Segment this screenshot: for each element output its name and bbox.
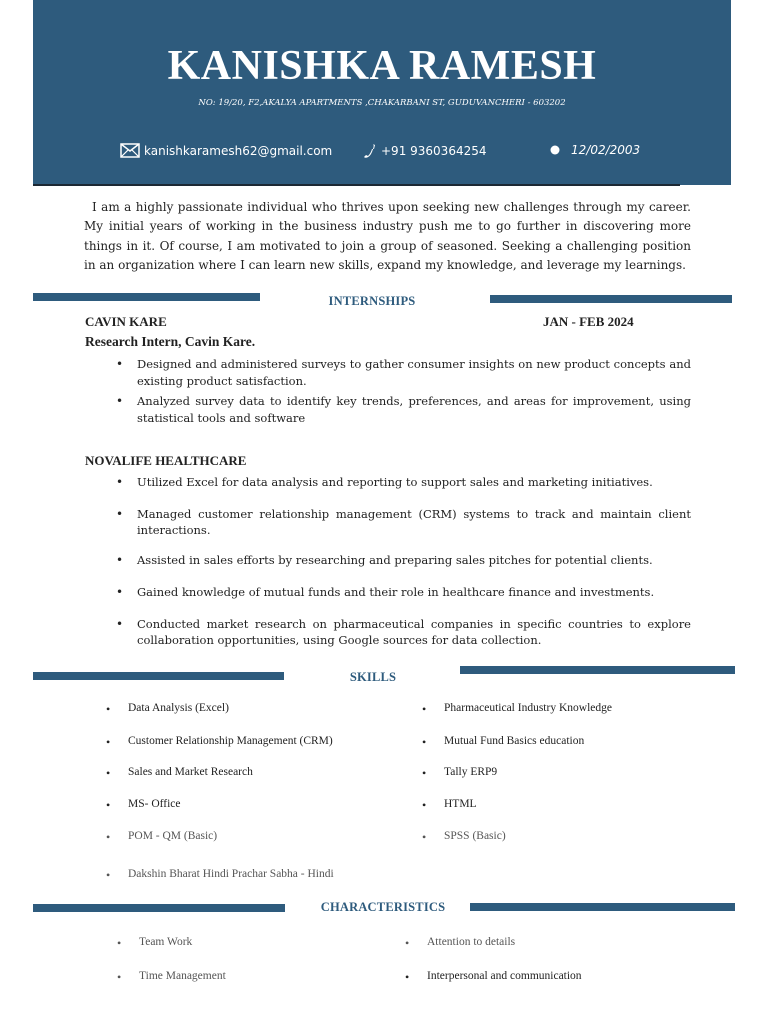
characteristics-bar-left <box>33 904 285 912</box>
skill-item: • Dakshin Bharat Hindi Prachar Sabha - Hindi <box>106 868 334 882</box>
list-item: • Assisted in sales efforts by researching and preparing sales pitches for potential clients. <box>114 552 691 569</box>
dob-text: 12/02/2003 <box>571 143 641 157</box>
envelope-icon <box>120 143 140 158</box>
email-contact[interactable] <box>120 143 332 158</box>
header-rule <box>33 184 680 186</box>
skill-item: • Customer Relationship Management (CRM) <box>106 735 333 749</box>
skill-item: • POM - QM (Basic) <box>106 830 218 844</box>
dot-icon <box>549 144 565 156</box>
cavin-dates: JAN - FEB 2024 <box>543 314 634 329</box>
candidate-name: KANISHKA RAMESH <box>167 43 597 89</box>
email-text: kanishkaramesh62@gmail.com <box>144 143 333 158</box>
characteristic-item: • Interpersonal and communication <box>405 970 582 984</box>
characteristic-item: • Team Work <box>117 936 193 950</box>
characteristic-item: • Attention to details <box>405 936 516 950</box>
skill-item: • Sales and Market Research <box>106 766 253 780</box>
dob-contact <box>549 143 640 157</box>
phone-contact[interactable] <box>363 143 487 159</box>
list-item: • Gained knowledge of mutual funds and their role in healthcare finance and investments. <box>114 584 691 601</box>
skills-bar-right <box>460 666 735 674</box>
skill-item: • Pharmaceutical Industry Knowledge <box>422 702 612 716</box>
skill-item: • Mutual Fund Basics education <box>422 735 585 749</box>
cavin-role: Research Intern, Cavin Kare. <box>85 334 256 349</box>
cavin-org: CAVIN KARE <box>85 314 167 329</box>
internships-bar-right <box>490 295 732 303</box>
characteristics-heading: CHARACTERISTICS <box>320 900 446 914</box>
internships-bar-left <box>33 293 260 301</box>
skill-item: • Tally ERP9 <box>422 766 498 780</box>
skill-item: • HTML <box>422 798 477 812</box>
skill-item: • MS- Office <box>106 798 181 812</box>
internships-heading: INTERNSHIPS <box>328 294 416 308</box>
skill-item: • Data Analysis (Excel) <box>106 702 229 716</box>
skill-item: • SPSS (Basic) <box>422 830 506 844</box>
list-item: • Utilized Excel for data analysis and reporting to support sales and marketing initiatives. <box>114 474 691 491</box>
skills-heading: SKILLS <box>349 670 397 684</box>
phone-icon <box>363 143 377 159</box>
characteristic-item: • Time Management <box>117 970 226 984</box>
list-item: • Managed customer relationship management (CRM) systems to track and maintain client interactions. <box>114 506 691 538</box>
characteristics-bar-right <box>470 903 735 911</box>
address: NO: 19/20, F2,AKALYA APARTMENTS ,CHAKARBANI ST, GUDUVANCHERI - 603202 <box>198 98 566 108</box>
list-item: • Designed and administered surveys to gather consumer insights on new product concepts and existing product satisfaction. <box>114 356 691 390</box>
header-banner <box>33 0 731 185</box>
novalife-bullets <box>114 474 691 648</box>
cavin-bullets <box>114 356 691 427</box>
skills-bar-left <box>33 672 284 680</box>
list-item: • Analyzed survey data to identify key trends, preferences, and areas for improvement, using statistical tools and software <box>114 393 691 427</box>
list-item: • Conducted market research on pharmaceutical companies in specific countries to explore collaboration opportunities, using Google sources for data collection. <box>114 616 691 648</box>
novalife-org: NOVALIFE HEALTHCARE <box>85 453 247 468</box>
summary-paragraph: I am a highly passionate individual who thrives upon seeking new challenges through my career. My initial years of working in the business industry push me to go further in discovering more things in it. Of course, I am motivated to join a group of seasoned. Seeking a challenging position in an organization where I can learn new skills, expand my knowledge, and leverage my learnings. <box>84 200 691 273</box>
phone-text: +91 9360364254 <box>381 144 487 158</box>
